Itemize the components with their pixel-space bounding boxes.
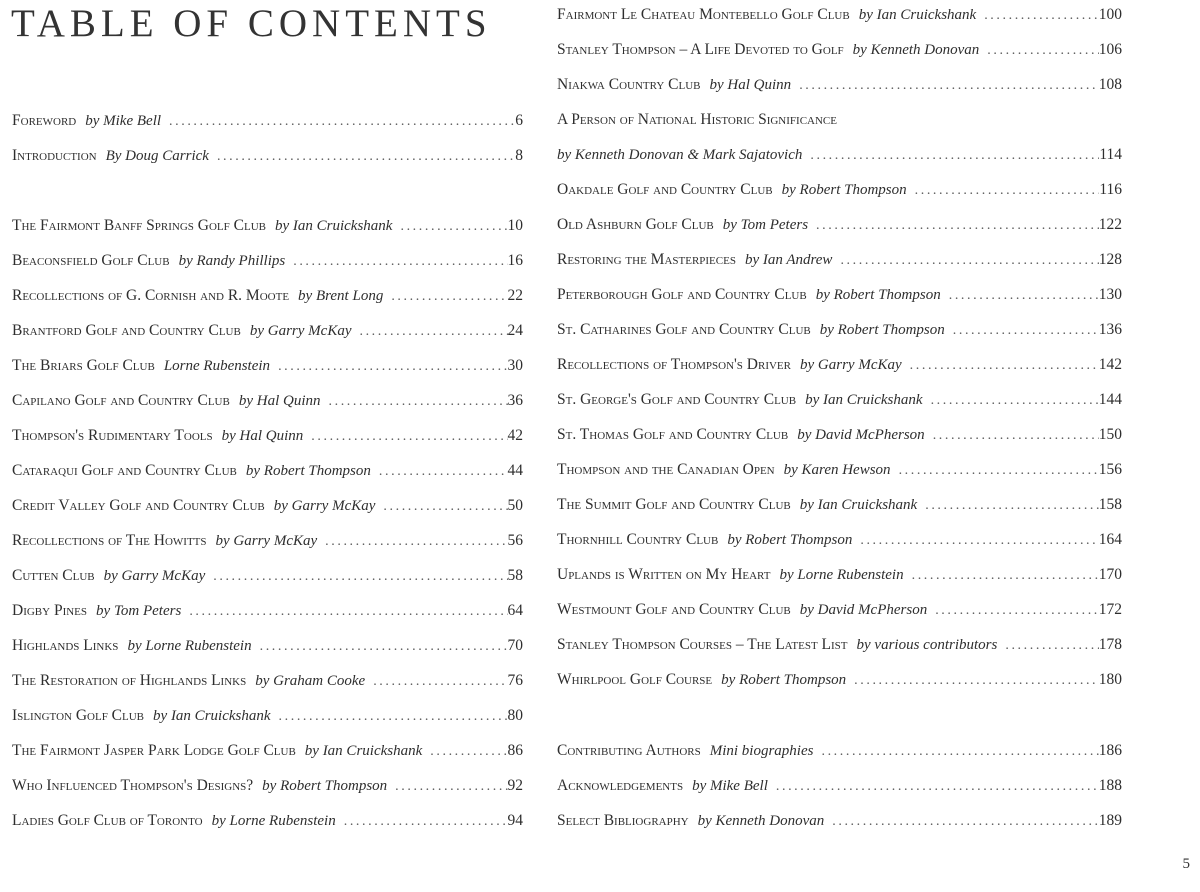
- entry-title: Niakwa Country Club: [557, 76, 701, 93]
- entry-author: by Lorne Rubenstein: [211, 813, 336, 829]
- entry-page-number: 189: [1098, 812, 1122, 829]
- dot-leader: [260, 639, 508, 655]
- entry-page-number: 114: [1099, 146, 1122, 163]
- entry-page-number: 44: [507, 462, 523, 479]
- entry-title: Thornhill Country Club: [557, 531, 719, 548]
- entry-title: Westmount Golf and Country Club: [557, 601, 791, 618]
- entry-page-number: 186: [1098, 742, 1122, 759]
- entry-page-number: 108: [1098, 76, 1122, 93]
- entry-page-number: 156: [1098, 461, 1122, 478]
- dot-leader: [189, 604, 507, 620]
- toc-entry[interactable]: [12, 217, 523, 239]
- dot-leader: [344, 814, 508, 830]
- dot-leader: [799, 78, 1099, 94]
- entry-author: by Garry McKay: [103, 568, 206, 584]
- entry-title: Cataraqui Golf and Country Club: [12, 462, 237, 479]
- entry-page-number: 42: [507, 427, 523, 444]
- toc-entry[interactable]: [557, 671, 1122, 693]
- entry-title: Fairmont Le Chateau Montebello Golf Club: [557, 6, 850, 23]
- dot-leader: [169, 114, 515, 130]
- entry-author: by Ian Cruickshank: [805, 392, 923, 408]
- entry-title: Peterborough Golf and Country Club: [557, 286, 807, 303]
- entry-page-number: 172: [1098, 601, 1122, 618]
- dot-leader: [293, 254, 507, 270]
- toc-entry[interactable]: [12, 777, 523, 799]
- entry-title: Thompson and the Canadian Open: [557, 461, 775, 478]
- entry-title: Contributing Authors: [557, 742, 701, 759]
- toc-heading-a-person-of-national-historic-significance: A Person of National Historic Significance: [557, 111, 837, 128]
- entry-title: Digby Pines: [12, 602, 88, 619]
- dot-leader: [935, 603, 1099, 619]
- entry-author: by Hal Quinn: [709, 77, 792, 93]
- dot-leader: [953, 323, 1099, 339]
- entry-author: by Garry McKay: [215, 533, 318, 549]
- entry-author: by Robert Thompson: [815, 287, 941, 303]
- entry-author: by Garry McKay: [800, 357, 902, 373]
- dot-leader: [984, 8, 1099, 24]
- toc-entry[interactable]: [557, 812, 1122, 834]
- entry-page-number: 100: [1098, 6, 1122, 23]
- toc-entry[interactable]: [557, 356, 1122, 378]
- dot-leader: [217, 149, 515, 165]
- entry-title: Recollections of G. Cornish and R. Moote: [12, 287, 290, 304]
- entry-title: The Briars Golf Club: [12, 357, 155, 374]
- entry-author: by Kenneth Donovan: [697, 813, 825, 829]
- entry-author: by David McPherson: [797, 427, 925, 443]
- dot-leader: [949, 288, 1099, 304]
- page-number: 5: [1182, 856, 1190, 872]
- entry-author: by David McPherson: [799, 602, 928, 618]
- entry-page-number: 150: [1098, 426, 1122, 443]
- toc-entry[interactable]: [12, 707, 523, 729]
- toc-entry[interactable]: [12, 812, 523, 834]
- entry-author: by Ian Cruickshank: [304, 743, 423, 759]
- entry-author: by Garry McKay: [249, 323, 352, 339]
- toc-entry[interactable]: [557, 391, 1122, 413]
- toc-entry[interactable]: [557, 76, 1122, 98]
- entry-title: St. George's Golf and Country Club: [557, 391, 797, 408]
- dot-leader: [810, 148, 1099, 164]
- dot-leader: [1005, 638, 1098, 654]
- entry-title: Whirlpool Golf Course: [557, 671, 713, 688]
- entry-page-number: 8: [515, 147, 523, 164]
- entry-title: St. Thomas Golf and Country Club: [557, 426, 789, 443]
- toc-entry[interactable]: [557, 6, 1122, 28]
- entry-page-number: 24: [507, 322, 523, 339]
- dot-leader: [912, 568, 1099, 584]
- dot-leader: [325, 534, 507, 550]
- entry-page-number: 106: [1098, 41, 1122, 58]
- entry-page-number: 180: [1098, 671, 1122, 688]
- toc-entry[interactable]: [12, 287, 523, 309]
- toc-entry[interactable]: [12, 602, 523, 624]
- toc-entry[interactable]: [12, 672, 523, 694]
- entry-title: Restoring the Masterpieces: [557, 251, 736, 268]
- entry-title: Old Ashburn Golf Club: [557, 216, 714, 233]
- entry-author: By Doug Carrick: [105, 148, 209, 164]
- entry-author: by Robert Thompson: [781, 182, 907, 198]
- entry-title: Foreword: [12, 112, 77, 129]
- entry-title: Stanley Thompson Courses – The Latest List: [557, 636, 848, 653]
- entry-title: Oakdale Golf and Country Club: [557, 181, 773, 198]
- toc-entry[interactable]: [557, 601, 1122, 623]
- entry-page-number: 56: [507, 532, 523, 549]
- entry-author: by Robert Thompson: [721, 672, 847, 688]
- entry-author: by Robert Thompson: [819, 322, 945, 338]
- entry-page-number: 128: [1098, 251, 1122, 268]
- toc-entry[interactable]: [12, 637, 523, 659]
- entry-page-number: 94: [507, 812, 523, 829]
- entry-page-number: 70: [507, 637, 523, 654]
- entry-title: The Restoration of Highlands Links: [12, 672, 247, 689]
- dot-leader: [910, 358, 1099, 374]
- dot-leader: [395, 779, 507, 795]
- entry-page-number: 58: [507, 567, 523, 584]
- entry-author: by Kenneth Donovan & Mark Sajatovich: [557, 147, 803, 163]
- entry-page-number: 22: [507, 287, 523, 304]
- dot-leader: [816, 218, 1099, 234]
- dot-leader: [899, 463, 1099, 479]
- entry-title: Highlands Links: [12, 637, 119, 654]
- toc-entry[interactable]: [557, 566, 1122, 588]
- dot-leader: [329, 394, 508, 410]
- entry-title: Introduction: [12, 147, 97, 164]
- dot-leader: [278, 359, 507, 375]
- dot-leader: [430, 744, 507, 760]
- entry-author: by Brent Long: [298, 288, 384, 304]
- entry-title: The Summit Golf and Country Club: [557, 496, 791, 513]
- entry-page-number: 130: [1098, 286, 1122, 303]
- toc-entry[interactable]: [557, 426, 1122, 448]
- dot-leader: [391, 289, 507, 305]
- entry-title: Acknowledgements: [557, 777, 684, 794]
- dot-leader: [279, 709, 508, 725]
- toc-entry[interactable]: [557, 216, 1122, 238]
- toc-entry[interactable]: [12, 112, 523, 134]
- entry-author: by Randy Phillips: [178, 253, 286, 269]
- entry-author: by Garry McKay: [273, 498, 376, 514]
- entry-author: by Ian Andrew: [744, 252, 833, 268]
- entry-page-number: 64: [507, 602, 523, 619]
- entry-author: by Karen Hewson: [783, 462, 891, 478]
- dot-leader: [832, 814, 1099, 830]
- toc-entry[interactable]: [12, 147, 523, 169]
- entry-author: by Hal Quinn: [238, 393, 321, 409]
- toc-entry[interactable]: [557, 286, 1122, 308]
- entry-page-number: 188: [1098, 777, 1122, 794]
- entry-author: by Lorne Rubenstein: [779, 567, 904, 583]
- toc-entry[interactable]: [12, 427, 523, 449]
- entry-title: The Fairmont Banff Springs Golf Club: [12, 217, 266, 234]
- entry-page-number: 142: [1098, 356, 1122, 373]
- entry-author: by Hal Quinn: [221, 428, 304, 444]
- entry-page-number: 116: [1099, 181, 1122, 198]
- entry-author: by Ian Cruickshank: [274, 218, 393, 234]
- entry-author: by Robert Thompson: [262, 778, 388, 794]
- entry-author: by various contributors: [856, 637, 998, 653]
- entry-author: by Ian Cruickshank: [153, 708, 271, 724]
- entry-author: Mini biographies: [709, 743, 814, 759]
- entry-title: Thompson's Rudimentary Tools: [12, 427, 213, 444]
- dot-leader: [213, 569, 507, 585]
- toc-entry[interactable]: [12, 532, 523, 554]
- entry-author: by Mike Bell: [692, 778, 768, 794]
- dot-leader: [400, 219, 507, 235]
- dot-leader: [915, 183, 1100, 199]
- entry-page-number: 36: [507, 392, 523, 409]
- entry-title: Stanley Thompson – A Life Devoted to Golf: [557, 41, 844, 58]
- entry-author: by Tom Peters: [96, 603, 182, 619]
- entry-title: St. Catharines Golf and Country Club: [557, 321, 811, 338]
- toc-entry[interactable]: [12, 742, 523, 764]
- entry-title: Uplands is Written on My Heart: [557, 566, 771, 583]
- toc-entry[interactable]: [12, 497, 523, 519]
- entry-page-number: 80: [507, 707, 523, 724]
- dot-leader: [383, 499, 507, 515]
- entry-title: The Fairmont Jasper Park Lodge Golf Club: [12, 742, 296, 759]
- entry-title: Beaconsfield Golf Club: [12, 252, 170, 269]
- entry-title: Credit Valley Golf and Country Club: [12, 497, 265, 514]
- toc-entry[interactable]: [557, 531, 1122, 553]
- entry-title: Brantford Golf and Country Club: [12, 322, 241, 339]
- entry-author: by Ian Cruickshank: [858, 7, 977, 23]
- entry-page-number: 10: [507, 217, 523, 234]
- entry-title: Ladies Golf Club of Toronto: [12, 812, 203, 829]
- entry-page-number: 122: [1098, 216, 1122, 233]
- dot-leader: [933, 428, 1099, 444]
- toc-entry[interactable]: [557, 496, 1122, 518]
- entry-author: Lorne Rubenstein: [163, 358, 271, 374]
- entry-author: by Kenneth Donovan: [852, 42, 980, 58]
- entry-page-number: 158: [1098, 496, 1122, 513]
- entry-page-number: 6: [515, 112, 523, 129]
- dot-leader: [821, 744, 1098, 760]
- dot-leader: [840, 253, 1098, 269]
- dot-leader: [373, 674, 507, 690]
- page-title: TABLE OF CONTENTS: [11, 2, 492, 45]
- entry-author: by Graham Cooke: [255, 673, 366, 689]
- toc-entry[interactable]: [557, 146, 1122, 168]
- dot-leader: [359, 324, 507, 340]
- dot-leader: [987, 43, 1098, 59]
- entry-page-number: 16: [507, 252, 523, 269]
- toc-entry[interactable]: [12, 392, 523, 414]
- dot-leader: [925, 498, 1099, 514]
- toc-entry[interactable]: [557, 742, 1122, 764]
- entry-page-number: 170: [1098, 566, 1122, 583]
- toc-entry[interactable]: [557, 181, 1122, 203]
- entry-page-number: 50: [507, 497, 523, 514]
- entry-author: by Mike Bell: [85, 113, 162, 129]
- toc-entry[interactable]: [557, 636, 1122, 658]
- entry-page-number: 30: [507, 357, 523, 374]
- dot-leader: [776, 779, 1099, 795]
- toc-entry[interactable]: [557, 251, 1122, 273]
- entry-page-number: 136: [1098, 321, 1122, 338]
- toc-entry[interactable]: [557, 321, 1122, 343]
- dot-leader: [854, 673, 1099, 689]
- entry-title: Islington Golf Club: [12, 707, 145, 724]
- entry-title: Who Influenced Thompson's Designs?: [12, 777, 254, 794]
- entry-title: Recollections of The Howitts: [12, 532, 207, 549]
- dot-leader: [311, 429, 507, 445]
- toc-entry[interactable]: [12, 252, 523, 274]
- entry-author: by Ian Cruickshank: [799, 497, 918, 513]
- entry-title: Recollections of Thompson's Driver: [557, 356, 791, 373]
- toc-entry[interactable]: [12, 462, 523, 484]
- entry-title: Select Bibliography: [557, 812, 689, 829]
- toc-entry[interactable]: [557, 777, 1122, 799]
- entry-title: Cutten Club: [12, 567, 95, 584]
- entry-author: by Tom Peters: [722, 217, 809, 233]
- toc-entry[interactable]: [12, 567, 523, 589]
- dot-leader: [379, 464, 508, 480]
- entry-author: by Lorne Rubenstein: [127, 638, 252, 654]
- entry-page-number: 86: [507, 742, 523, 759]
- toc-entry[interactable]: [12, 357, 523, 379]
- entry-page-number: 76: [507, 672, 523, 689]
- entry-page-number: 144: [1098, 391, 1122, 408]
- entry-page-number: 178: [1098, 636, 1122, 653]
- entry-author: by Robert Thompson: [727, 532, 853, 548]
- entry-title: Capilano Golf and Country Club: [12, 392, 230, 409]
- entry-page-number: 164: [1098, 531, 1122, 548]
- toc-entry[interactable]: [12, 322, 523, 344]
- entry-page-number: 92: [507, 777, 523, 794]
- entry-author: by Robert Thompson: [245, 463, 371, 479]
- toc-entry[interactable]: [557, 461, 1122, 483]
- dot-leader: [860, 533, 1098, 549]
- toc-entry[interactable]: [557, 41, 1122, 63]
- dot-leader: [931, 393, 1099, 409]
